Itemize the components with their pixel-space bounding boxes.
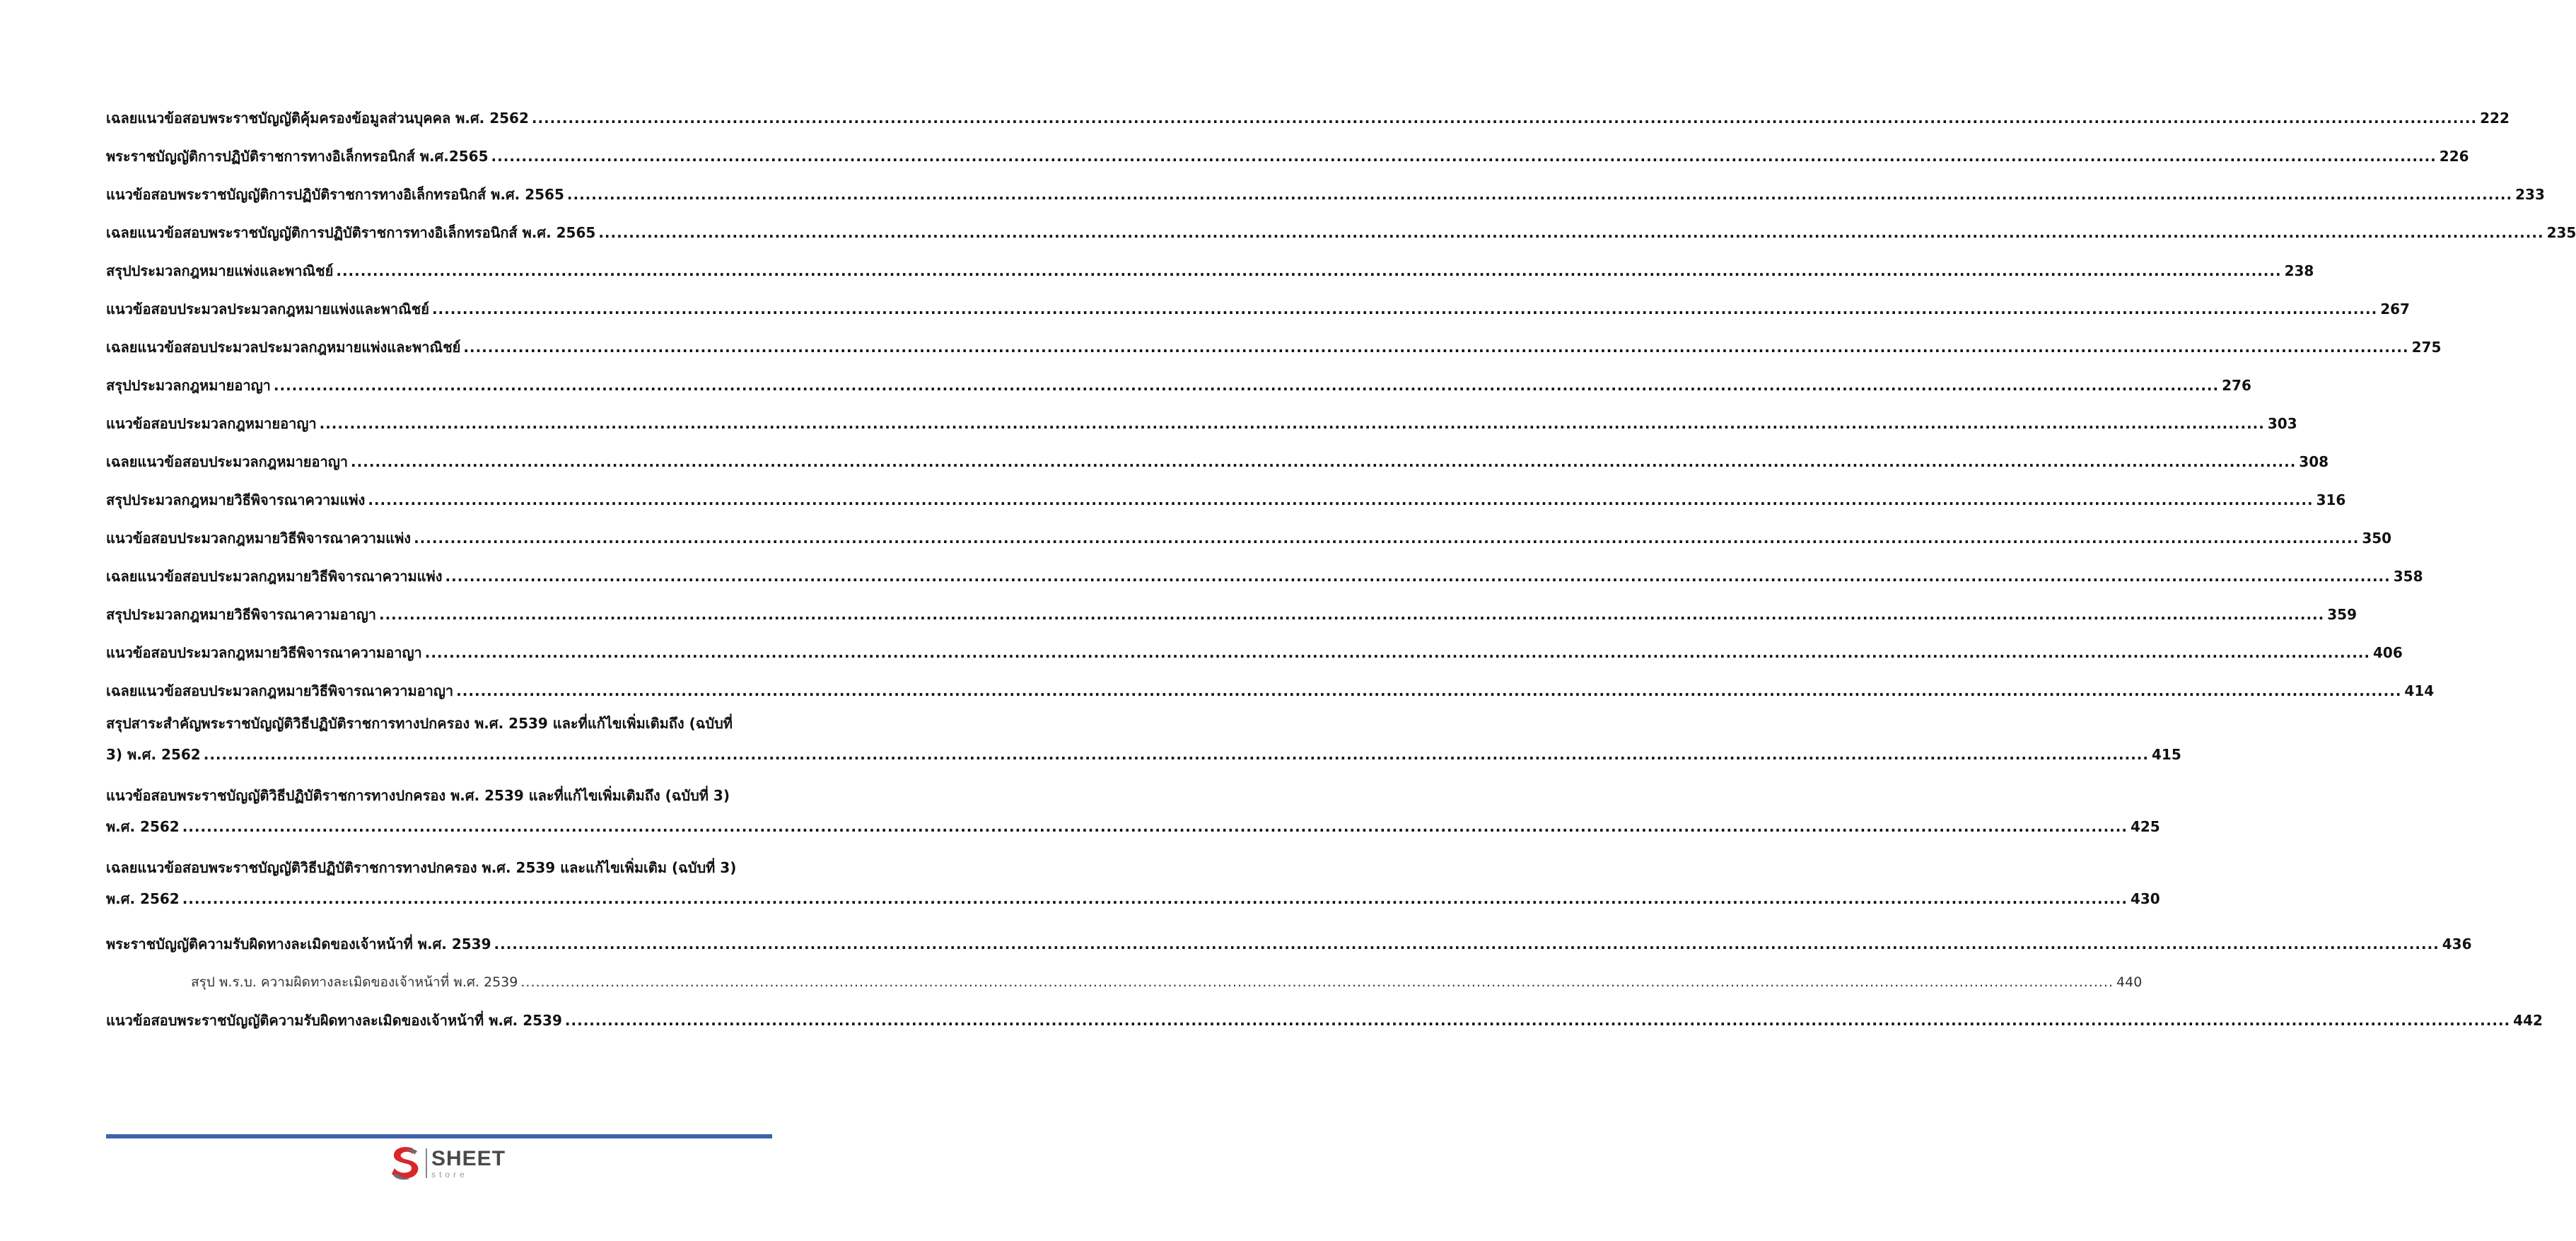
footer-logo xyxy=(389,1144,506,1182)
toc-entry-page: 303 xyxy=(2267,415,2297,432)
toc-entry-page: 414 xyxy=(2404,682,2435,699)
toc-entry-page: 316 xyxy=(2316,491,2346,508)
toc-entry-page: 233 xyxy=(2515,186,2545,203)
toc-entry-title: พระราชบัญญัติการปฏิบัติราชการทางอิเล็กทรอนิกส์ พ.ศ.2565 xyxy=(106,148,489,165)
toc-entry-page: 267 xyxy=(2380,301,2410,317)
brand-name: SHEET xyxy=(431,1146,506,1170)
toc-entry-title: แนวข้อสอบพระราชบัญญัติการปฏิบัติราชการทางอิเล็กทรอนิกส์ พ.ศ. 2565 xyxy=(106,186,564,203)
toc-entry-page: 415 xyxy=(2151,746,2181,763)
leader-dots xyxy=(368,489,2313,511)
toc-entry[interactable] xyxy=(106,184,2545,226)
leader-dots xyxy=(494,933,2440,955)
leader-dots xyxy=(520,972,2114,993)
toc-entry[interactable] xyxy=(106,260,2314,303)
toc-entry-title: แนวข้อสอบประมวลกฎหมายวิธีพิจารณาความอาญา xyxy=(106,644,422,661)
toc-entry-title: เฉลยแนวข้อสอบพระราชบัญญัติวิธีปฏิบัติราชการทางปกครอง พ.ศ. 2539 และแก้ไขเพิ่มเติม (ฉบับที่ 3) xyxy=(106,859,737,876)
leader-dots xyxy=(425,642,2370,663)
leader-dots xyxy=(567,184,2512,205)
toc-entry[interactable] xyxy=(106,337,2442,379)
toc-entry-page: 226 xyxy=(2439,148,2469,165)
leader-dots xyxy=(336,260,2281,281)
toc-entry[interactable] xyxy=(106,222,2576,264)
leader-dots xyxy=(274,375,2219,396)
leader-dots xyxy=(182,816,2128,837)
toc-entry[interactable] xyxy=(106,857,2160,924)
toc-entry-page: 442 xyxy=(2513,1012,2543,1029)
leader-dots xyxy=(491,146,2437,167)
toc-entry-title: สรุป พ.ร.บ. ความผิดทางละเมิดของเจ้าหน้าที่ พ.ศ. 2539 xyxy=(191,974,518,990)
toc-entry-title: แนวข้อสอบพระราชบัญญัติความรับผิดทางละเมิดของเจ้าหน้าที่ พ.ศ. 2539 xyxy=(106,1012,562,1029)
footer-rule xyxy=(106,1134,772,1138)
leader-dots xyxy=(320,413,2265,434)
toc-entry[interactable] xyxy=(106,107,2510,150)
toc-entry[interactable] xyxy=(106,1010,2543,1052)
leader-dots xyxy=(463,337,2408,358)
toc-entry-title: แนวข้อสอบประมวลประมวลกฎหมายแพ่งและพาณิชย์ xyxy=(106,301,429,317)
leader-dots xyxy=(445,566,2391,587)
toc-entry-title: เฉลยแนวข้อสอบประมวลกฎหมายวิธีพิจารณาความแพ่ง xyxy=(106,568,443,585)
toc-entry-title: แนวข้อสอบประมวลกฎหมายอาญา xyxy=(106,415,317,432)
leader-dots xyxy=(351,451,2296,472)
leader-dots xyxy=(182,888,2128,909)
toc-subentry[interactable] xyxy=(191,972,2143,1014)
toc-entry-title: แนวข้อสอบประมวลกฎหมายวิธีพิจารณาความแพ่ง xyxy=(106,530,412,547)
toc-entry-title: สรุปประมวลกฎหมายวิธีพิจารณาความอาญา xyxy=(106,606,376,623)
toc-entry-page: 440 xyxy=(2116,974,2143,990)
toc-entry-page: 235 xyxy=(2546,224,2576,241)
toc-entry-title: เฉลยแนวข้อสอบประมวลกฎหมายวิธีพิจารณาความอาญา xyxy=(106,682,454,699)
toc-entry-title: เฉลยแนวข้อสอบพระราชบัญญัติการปฏิบัติราชการทางอิเล็กทรอนิกส์ พ.ศ. 2565 xyxy=(106,224,596,241)
toc-entry-page: 436 xyxy=(2442,936,2472,952)
toc-entry-page: 276 xyxy=(2222,377,2251,394)
toc-entry[interactable] xyxy=(106,642,2403,684)
toc-entry[interactable] xyxy=(106,566,2423,608)
toc-entry-page: 238 xyxy=(2284,262,2314,279)
toc-entry-page: 350 xyxy=(2362,530,2392,547)
leader-dots xyxy=(204,744,2149,765)
toc-entry[interactable] xyxy=(106,298,2410,341)
toc-entry-title: พระราชบัญญัติความรับผิดทางละเมิดของเจ้าหน้าที่ พ.ศ. 2539 xyxy=(106,936,491,952)
toc-entry-title: เฉลยแนวข้อสอบพระราชบัญญัติคุ้มครองข้อมูลส่วนบุคคล พ.ศ. 2562 xyxy=(106,110,529,127)
toc-entry-page: 430 xyxy=(2130,890,2160,907)
toc-entry-title: แนวข้อสอบพระราชบัญญัติวิธีปฏิบัติราชการทางปกครอง พ.ศ. 2539 และที่แก้ไขเพิ่มเติมถึง (ฉบับที่ 3) xyxy=(106,787,730,804)
toc-entry-title-cont: พ.ศ. 2562 xyxy=(106,818,180,835)
toc-entry-page: 222 xyxy=(2480,110,2510,127)
toc-entry-title: สรุปประมวลกฎหมายแพ่งและพาณิชย์ xyxy=(106,262,334,279)
leader-dots xyxy=(565,1010,2510,1031)
toc-entry[interactable] xyxy=(106,933,2472,976)
brand-subtitle: store xyxy=(431,1169,468,1179)
toc-entry-title-cont: พ.ศ. 2562 xyxy=(106,890,180,907)
leader-dots xyxy=(414,528,2359,549)
toc-entry-page: 406 xyxy=(2372,644,2403,661)
leader-dots xyxy=(598,222,2543,243)
toc-entry-page: 275 xyxy=(2411,339,2442,356)
toc-entry-title-cont: 3) พ.ศ. 2562 xyxy=(106,746,201,763)
leader-dots xyxy=(456,680,2401,701)
toc-entry-title: สรุปสาระสำคัญพระราชบัญญัติวิธีปฏิบัติราชการทางปกครอง พ.ศ. 2539 และที่แก้ไขเพิ่มเติมถึง (ฉบับที่ xyxy=(106,715,733,732)
toc-entry-title: สรุปประมวลกฎหมายวิธีพิจารณาความแพ่ง xyxy=(106,491,366,508)
toc-entry-page: 308 xyxy=(2299,453,2329,470)
toc-entry[interactable] xyxy=(106,489,2346,532)
toc-entry-page: 425 xyxy=(2130,818,2160,835)
toc-entry[interactable] xyxy=(106,713,2181,779)
leader-dots xyxy=(379,604,2324,625)
toc-entry[interactable] xyxy=(106,451,2329,494)
sheet-store-s-logo-icon xyxy=(389,1144,421,1182)
leader-dots xyxy=(532,107,2477,129)
toc-entry-title: เฉลยแนวข้อสอบประมวลกฎหมายอาญา xyxy=(106,453,349,470)
toc-entry[interactable] xyxy=(106,528,2392,570)
toc-entry-title: สรุปประมวลกฎหมายอาญา xyxy=(106,377,271,394)
leader-dots xyxy=(432,298,2377,320)
toc-entry-page: 359 xyxy=(2327,606,2357,623)
toc-entry[interactable] xyxy=(106,413,2297,455)
toc-entry[interactable] xyxy=(106,146,2469,188)
logo-separator xyxy=(426,1148,427,1178)
toc-entry-title: เฉลยแนวข้อสอบประมวลประมวลกฎหมายแพ่งและพาณิชย์ xyxy=(106,339,461,356)
toc-entry-page: 358 xyxy=(2393,568,2423,585)
toc-entry[interactable] xyxy=(106,785,2160,851)
toc-entry[interactable] xyxy=(106,604,2357,646)
toc-entry[interactable] xyxy=(106,375,2251,417)
